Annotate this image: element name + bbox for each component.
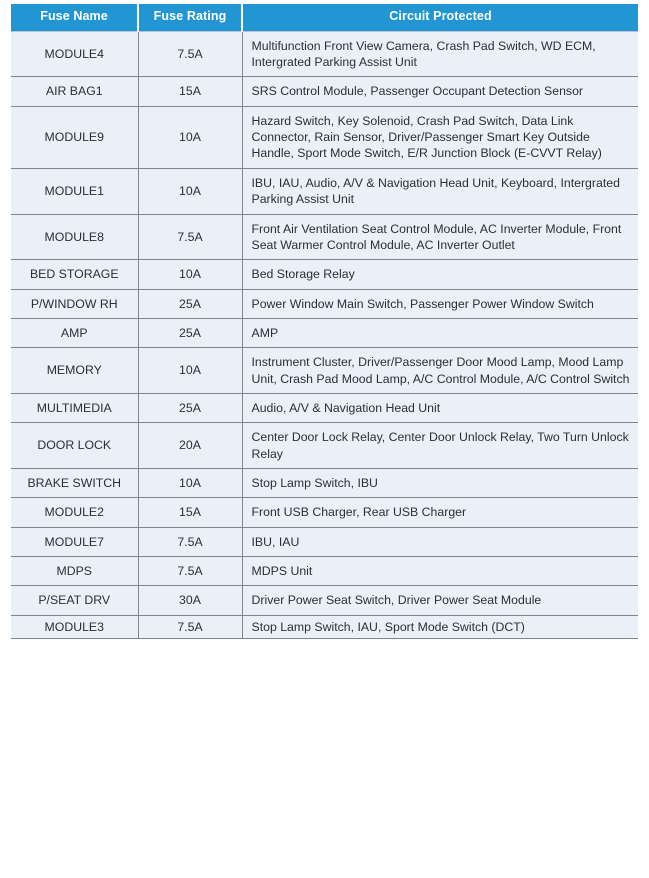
fuse-rating-cell: 10A (138, 260, 242, 289)
fuse-name-cell: MDPS (11, 556, 138, 585)
table-row (11, 615, 638, 638)
fuse-name-cell: AMP (11, 318, 138, 347)
table-row (11, 498, 638, 527)
circuit-protected-cell: Hazard Switch, Key Solenoid, Crash Pad Switch, Data Link Connector, Rain Sensor, Driver/Passenger Smart Key Outside Handle, Sport Mode Switch, E/R Junction Block (E-CVVT Relay) (242, 106, 638, 168)
fuse-rating-cell: 7.5A (138, 31, 242, 77)
circuit-protected-cell: Front Air Ventilation Seat Control Module, AC Inverter Module, Front Seat Warmer Control Module, AC Inverter Outlet (242, 214, 638, 260)
fuse-name-cell: MODULE2 (11, 498, 138, 527)
fuse-rating-cell: 7.5A (138, 214, 242, 260)
fuse-rating-cell: 25A (138, 393, 242, 422)
table-row (11, 586, 638, 615)
table-header (11, 4, 638, 31)
table-row (11, 214, 638, 260)
circuit-protected-cell: IBU, IAU, Audio, A/V & Navigation Head Unit, Keyboard, Intergrated Parking Assist Unit (242, 168, 638, 214)
fuse-rating-cell: 25A (138, 289, 242, 318)
table-row (11, 423, 638, 469)
circuit-protected-cell: Front USB Charger, Rear USB Charger (242, 498, 638, 527)
circuit-protected-cell: Driver Power Seat Switch, Driver Power Seat Module (242, 586, 638, 615)
fuse-name-cell: MULTIMEDIA (11, 393, 138, 422)
fuse-rating-cell: 20A (138, 423, 242, 469)
column-header-fuse-rating: Fuse Rating (138, 4, 242, 31)
circuit-protected-cell: Audio, A/V & Navigation Head Unit (242, 393, 638, 422)
fuse-rating-cell: 10A (138, 168, 242, 214)
fuse-name-cell: MODULE7 (11, 527, 138, 556)
fuse-table (11, 4, 638, 639)
table-row (11, 106, 638, 168)
fuse-rating-cell: 25A (138, 318, 242, 347)
table-row (11, 289, 638, 318)
table-row (11, 468, 638, 497)
fuse-name-cell: BED STORAGE (11, 260, 138, 289)
circuit-protected-cell: Bed Storage Relay (242, 260, 638, 289)
circuit-protected-cell: Stop Lamp Switch, IAU, Sport Mode Switch (DCT) (242, 615, 638, 638)
column-header-fuse-name: Fuse Name (11, 4, 138, 31)
fuse-rating-cell: 15A (138, 77, 242, 106)
circuit-protected-cell: Center Door Lock Relay, Center Door Unlock Relay, Two Turn Unlock Relay (242, 423, 638, 469)
table-row (11, 168, 638, 214)
table-row (11, 77, 638, 106)
fuse-name-cell: MODULE9 (11, 106, 138, 168)
circuit-protected-cell: AMP (242, 318, 638, 347)
fuse-name-cell: MODULE8 (11, 214, 138, 260)
circuit-protected-cell: Power Window Main Switch, Passenger Power Window Switch (242, 289, 638, 318)
table-row (11, 556, 638, 585)
circuit-protected-cell: IBU, IAU (242, 527, 638, 556)
table-row (11, 260, 638, 289)
fuse-name-cell: DOOR LOCK (11, 423, 138, 469)
fuse-name-cell: MEMORY (11, 348, 138, 394)
fuse-name-cell: MODULE4 (11, 31, 138, 77)
fuse-rating-cell: 10A (138, 348, 242, 394)
table-body (11, 31, 638, 638)
fuse-rating-cell: 10A (138, 468, 242, 497)
fuse-rating-cell: 15A (138, 498, 242, 527)
header-row (11, 4, 638, 31)
fuse-name-cell: P/SEAT DRV (11, 586, 138, 615)
table-row (11, 31, 638, 77)
fuse-rating-cell: 10A (138, 106, 242, 168)
fuse-name-cell: MODULE3 (11, 615, 138, 638)
fuse-name-cell: AIR BAG1 (11, 77, 138, 106)
fuse-rating-cell: 30A (138, 586, 242, 615)
fuse-name-cell: P/WINDOW RH (11, 289, 138, 318)
circuit-protected-cell: Multifunction Front View Camera, Crash Pad Switch, WD ECM, Intergrated Parking Assist Unit (242, 31, 638, 77)
column-header-circuit-protected: Circuit Protected (242, 4, 638, 31)
table-row (11, 527, 638, 556)
circuit-protected-cell: Instrument Cluster, Driver/Passenger Door Mood Lamp, Mood Lamp Unit, Crash Pad Mood Lamp, A/C Control Module, A/C Control Switch (242, 348, 638, 394)
fuse-rating-cell: 7.5A (138, 556, 242, 585)
table-row (11, 393, 638, 422)
fuse-name-cell: BRAKE SWITCH (11, 468, 138, 497)
fuse-rating-cell: 7.5A (138, 527, 242, 556)
table-row (11, 318, 638, 347)
fuse-name-cell: MODULE1 (11, 168, 138, 214)
circuit-protected-cell: SRS Control Module, Passenger Occupant Detection Sensor (242, 77, 638, 106)
circuit-protected-cell: Stop Lamp Switch, IBU (242, 468, 638, 497)
circuit-protected-cell: MDPS Unit (242, 556, 638, 585)
fuse-rating-cell: 7.5A (138, 615, 242, 638)
table-row (11, 348, 638, 394)
